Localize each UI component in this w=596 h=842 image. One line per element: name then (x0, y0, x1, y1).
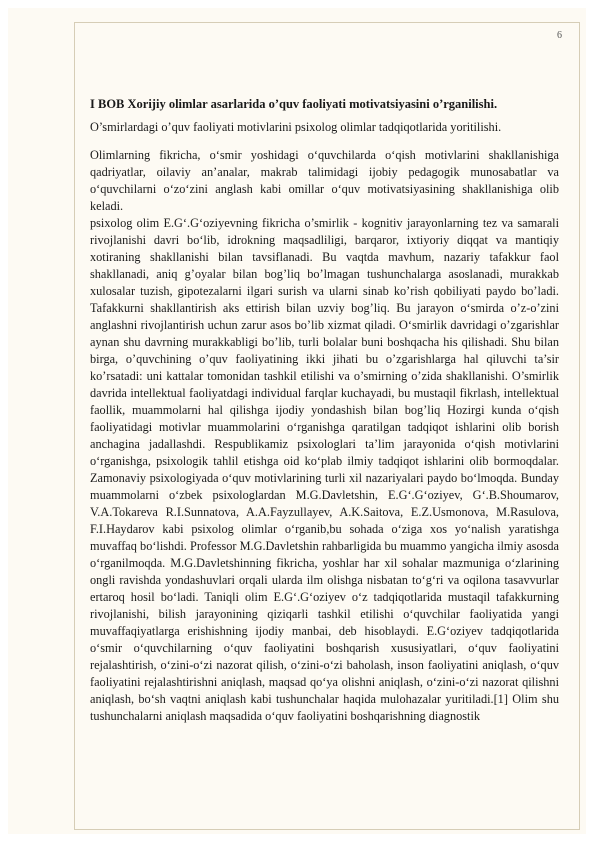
paragraph: Olimlarning fikricha, o‘smir yoshidagi o‘quvchilarda o‘qish motivlarini shakllanishiga qadriyatlar, oilaviy an’analar, makrab talimidagi ijobiy pedagogik munosabatlar va o‘quvchilarni o‘zo‘zini anglash kabi omillar o‘quv motivatsiyasining shakllanishiga olib keladi. (90, 148, 559, 213)
section-subtitle: O’smirlardagi o’quv faoliyati motivlarini psixolog olimlar tadqiqotlarida yoritilishi. (90, 120, 502, 134)
paragraph: psixolog olim E.G‘.G‘oziyevning fikricha o’smirlik - kognitiv jarayonlarning tez va samarali rivojlanishi davri bo‘lib, idrokning maqsadliligi, barqaror, ixtiyoriy diqqat va mantiqiy xotiraning shakllanishi bilan tavsiflanadi. Bu vaqtda mavhum, nazariy tafakkur faol shakllanadi, aniq g’oyalar bilan bog’liq bo’lmagan tushunchalarga asoslanadi, murakkab xulosalar tuzish, gipotezalarni ilgari surish va ularni sinab ko’rish qobiliyati paydo bo’ladi. Tafakkurni shakllantirish aks ettirish bilan uzviy bog’liq. Bu jarayon o‘smirda o’z-o’zini anglashni rivojlantirish uchun zarur asos bo’lib xizmat qiladi. O‘smirlik davridagi o’zgarishlar aynan shu davrning murakkabligi bo’lib, turli bolalar buni boshqacha his qilishadi. Shu bilan birga, o’quvchining o’quv faoliyatining ikki jihati bu o’zgarishlarga hal qiluvchi ta’sir ko’rsatadi: uni kattalar tomonidan tashkil etilishi va o’smirning o’zida shakllanishi. O’smirlik davrida intellektual faoliyatdagi individual farqlar kuchayadi, bu mustaqil fikrlash, intellektual faollik, muammolarni hal qilishga ijodiy yondashish bilan bog’liq Hozirgi kunda o‘qish faoliyatidagi motivlar muammolarini o‘rganishga qaratilgan tadqiqot ishlarini olib borish anchagina jadallashdi. Respublikamiz psixologlari ta’lim jarayonida o‘qish motivlarini o‘rganishga, psixologik tahlil etishga oid ko‘plab ilmiy tadqiqot ishlarini olib bormoqdalar. Zamonaviy psixologiyada o‘quv motivlarining turli xil nazariyalari paydo bo‘lmoqda. Bunday muammolarni o‘zbek psixologlardan M.G.Davletshin, E.G‘.G‘oziyev, G‘.B.Shoumarov, V.A.Tokareva R.I.Sunnatova, A.A.Fayzullayev, A.K.Saitova, E.Z.Usmonova, M.Rasulova, F.I.Haydarov kabi psixolog olimlar o‘rganib,bu sohada o‘ziga xos yo‘nalish yaratishga muvaffaq bo‘lishdi. Professor M.G.Davletshin rahbarligida bu muammo yangicha ilmiy asosda o‘rganilmoqda. M.G.Davletshinning fikricha, yoshlar har xil sohalar mazmuniga o‘zlarining ongli ravishda yondashuvlari orqali ularda ilm olishga nisbatan to‘g‘ri va oqilona tasavvurlar ertaroq hosil bo‘ladi. Taniqli olim E.G‘.G‘oziyev o‘z tadqiqotlarida mustaqil tafakkurning rivojlanishi, bilish jarayonining qiziqarli tashkil etilishi o‘quvchilar faoliyatida yangi muvaffaqiyatlarga erishishning ijodiy manbai, deb hisoblaydi. E.G‘oziyev tadqiqotlarida o‘smir o‘quvchilarning o‘quv faoliyatini boshqarish xususiyatlari, o‘quv faoliyatini rejalashtirish, o‘zini-o‘zi nazorat qilish, o‘zini-o‘zi baholash, inson faoliyatini aniqlash, o‘quv faoliyatini rejalashtirishni aniqlash, maqsad qo‘ya olishni aniqlash, o‘zini-o‘zi nazorat qilishni aniqlash, bo‘sh vaqtni aniqlash kabi tushunchalar haqida mulohazalar yuritiladi.[1] Olim shu tushunchalarni aniqlash maqsadida o‘quv faoliyatini boshqarishning diagnostik (90, 216, 559, 723)
document-page (8, 8, 586, 834)
page-number: 6 (557, 30, 562, 41)
document-body (90, 96, 559, 725)
chapter-heading: I BOB Xorijiy olimlar asarlarida o’quv faoliyati motivatsiyasini o’rganilishi. (90, 97, 498, 111)
